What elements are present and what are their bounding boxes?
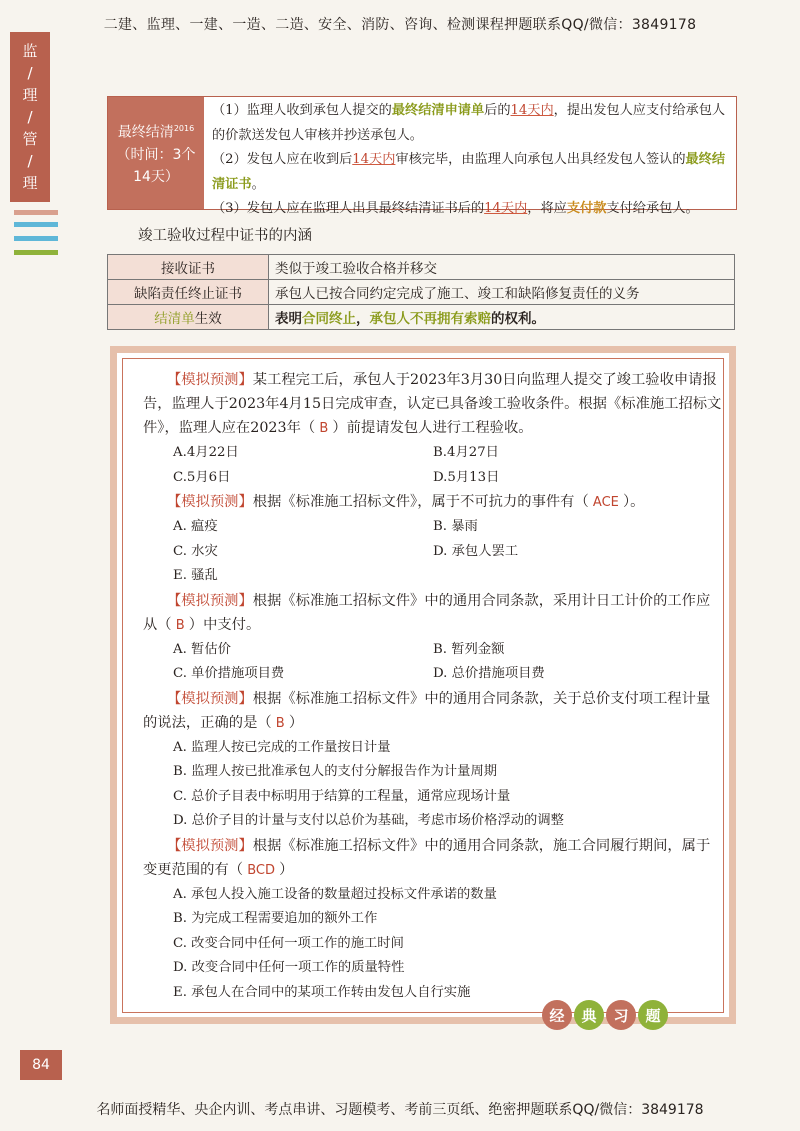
exercise-list: [143, 368, 723, 1005]
label-text: 14天）: [133, 168, 179, 185]
option: C. 总价子目表中标明用于结算的工程量，通常应现场计量: [173, 788, 511, 804]
side-char: 监: [22, 42, 38, 60]
table-row: [108, 305, 735, 330]
cert-name: 结清单生效: [108, 305, 269, 330]
side-char: /: [27, 64, 33, 82]
deco-stripe: [14, 250, 58, 255]
option: B. 暂列金额: [433, 641, 505, 657]
final-settlement-label: [108, 97, 204, 209]
deco-stripe: [14, 236, 58, 241]
badge-char: 题: [638, 1000, 668, 1030]
page-header: 二建、监理、一建、一造、二造、安全、消防、咨询、检测课程押题联系QQ/微信：3849178: [103, 17, 697, 33]
side-char: /: [27, 108, 33, 126]
option: E. 承包人在合同中的某项工作转由发包人自行实施: [173, 984, 471, 1000]
rule-3: （3）发包人应在监理人出具最终结清证书后的14天内，将应支付款支付给承包人。: [212, 201, 699, 216]
option: D. 总价子目的计量与支付以总价为基础，考虑市场价格浮动的调整: [173, 813, 564, 828]
option: C. 单价措施项目费: [173, 666, 285, 681]
classic-exercise-badge: [542, 1000, 668, 1036]
options: [143, 441, 723, 490]
question-5: 【模拟预测】根据《标准施工招标文件》中的通用合同条款，施工合同履行期间，属于变更范围的有（ BCD ）: [143, 837, 711, 878]
certificate-table: [107, 254, 735, 330]
label-text: （时间：3个: [116, 146, 196, 163]
option: D. 改变合同中任何一项工作的质量特性: [173, 960, 405, 975]
badge-char: 典: [574, 1000, 604, 1030]
final-settlement-body: [204, 97, 736, 216]
option: E. 骚乱: [173, 568, 218, 583]
section-title: 竣工验收过程中证书的内涵: [138, 228, 312, 244]
question-1: 【模拟预测】某工程完工后，承包人于2023年3月30日向监理人提交了竣工验收申请报告，监理人于2023年4月15日完成审查，认定已具备竣工验收条件。根据《标准施工招标文件》，监理人应在2023年（ B ）前提请发包人进行工程验收。: [143, 372, 722, 436]
option: A. 承包人投入施工设备的数量超过投标文件承诺的数量: [173, 886, 497, 902]
question-2: 【模拟预测】根据《标准施工招标文件》，属于不可抗力的事件有（ ACE ）。: [167, 494, 645, 510]
deco-stripe: [14, 210, 58, 215]
table-row: [108, 280, 735, 305]
question-3: 【模拟预测】根据《标准施工招标文件》中的通用合同条款，采用计日工计价的工作应从（ B ）中支付。: [143, 592, 711, 633]
rule-1: （1）监理人收到承包人提交的最终结清申请单后的14天内，提出发包人应支付给承包人的价款送发包人审核并抄送承包人。: [212, 103, 726, 143]
cert-name: 缺陷责任终止证书: [108, 280, 269, 305]
page-footer: 名师面授精华、央企内训、考点串讲、习题模考、考前三页纸、绝密押题联系QQ/微信：3849178: [96, 1102, 704, 1118]
option: A. 监理人按已完成的工作量按日计量: [173, 739, 391, 755]
badge-char: 经: [542, 1000, 572, 1030]
deco-stripe: [14, 222, 58, 227]
side-char: 理: [22, 86, 38, 104]
chapter-side-tab: [10, 32, 50, 202]
option: A. 瘟疫: [173, 519, 218, 534]
cert-desc: 承包人已按合同约定完成了施工、竣工和缺陷修复责任的义务: [269, 280, 735, 305]
page-number: 84: [20, 1050, 62, 1080]
options: [143, 515, 723, 564]
badge-char: 习: [606, 1000, 636, 1030]
table-row: [108, 255, 735, 280]
option: B. 监理人按已批准承包人的支付分解报告作为计量周期: [173, 764, 498, 779]
option: D. 总价措施项目费: [433, 666, 545, 681]
option: B. 暴雨: [433, 519, 478, 534]
option: A.4月22日: [173, 445, 239, 460]
option: A. 暂估价: [173, 641, 231, 657]
year-tag: 2016: [173, 124, 195, 134]
side-char: /: [27, 152, 33, 170]
option: D. 承包人罢工: [433, 543, 519, 559]
options: [143, 638, 723, 687]
cert-desc: 表明合同终止，承包人不再拥有索赔的权利。: [269, 305, 735, 330]
cert-desc: 类似于竣工验收合格并移交: [269, 255, 735, 280]
final-settlement-table: [107, 96, 737, 216]
rule-2: （2）发包人应在收到后14天内审核完毕，由监理人向承包人出具经发包人签认的最终结清证书。: [212, 152, 726, 192]
question-4: 【模拟预测】根据《标准施工招标文件》中的通用合同条款，关于总价支付项工程计量的说法，正确的是（ B ）: [143, 690, 711, 731]
option: B. 为完成工程需要追加的额外工作: [173, 911, 378, 926]
option: C. 水灾: [173, 543, 218, 559]
option: C. 改变合同中任何一项工作的施工时间: [173, 935, 404, 951]
side-char: 管: [22, 130, 38, 148]
option: B.4月27日: [433, 445, 499, 460]
cert-name: 接收证书: [108, 255, 269, 280]
side-char: 理: [22, 174, 38, 192]
option: C.5月6日: [173, 469, 231, 485]
option: D.5月13日: [433, 469, 500, 485]
label-text: 最终结清: [117, 124, 174, 141]
